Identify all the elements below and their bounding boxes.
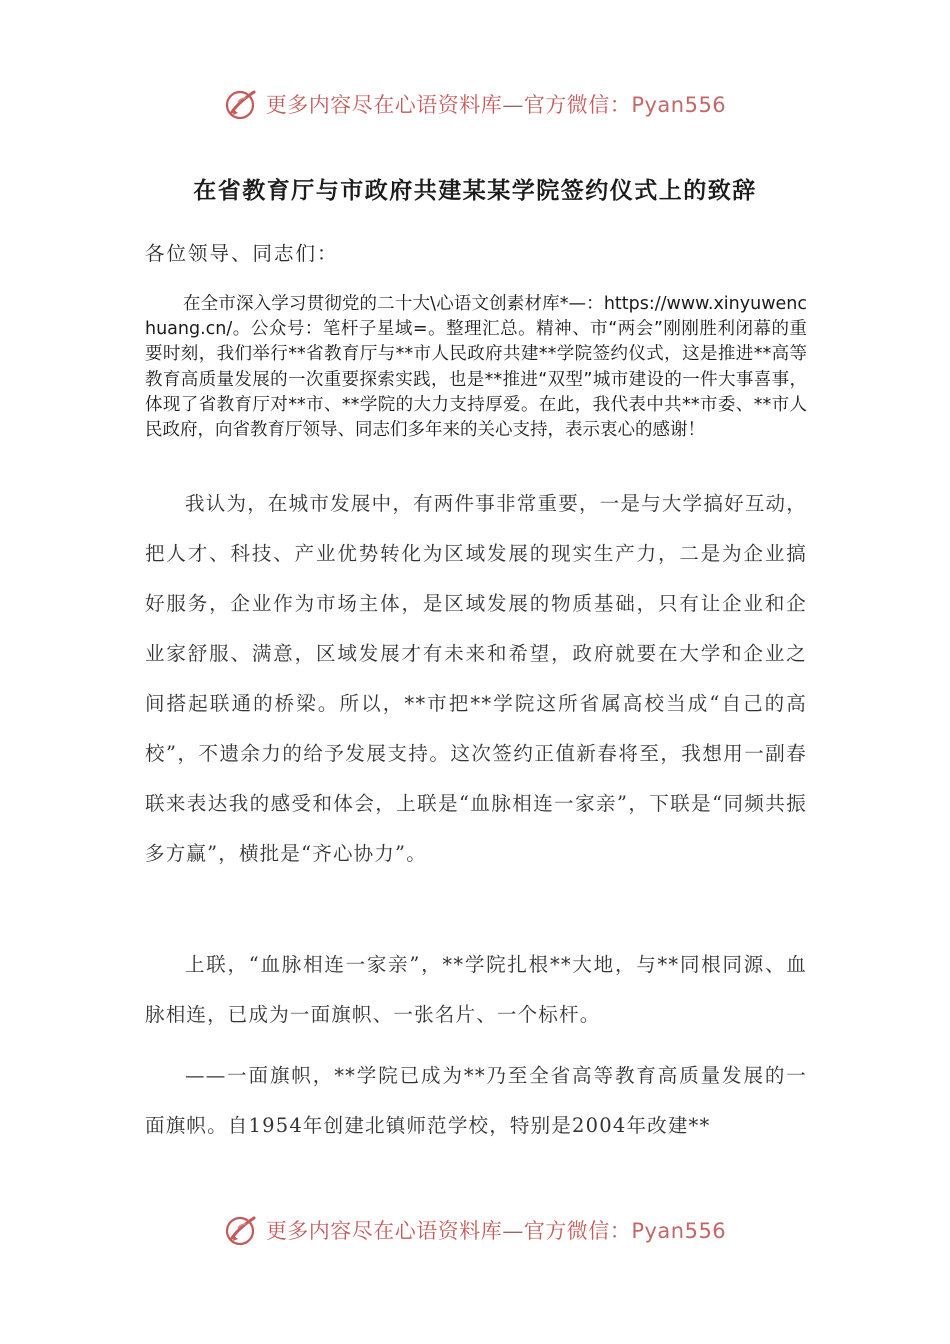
paragraph-block-couplet bbox=[145, 940, 807, 1040]
banner-main-text: 更多内容尽在心语资料库 bbox=[265, 1219, 503, 1243]
page-title: 在省教育厅与市政府共建某某学院签约仪式上的致辞 bbox=[193, 178, 757, 204]
banner-separator: — bbox=[502, 1219, 524, 1243]
pen-logo-icon bbox=[224, 1212, 260, 1248]
paragraph-opening: 在全市深入学习贯彻党的二十大\心语文创素材库*—：https://www.xinyuwenchuang.cn/。公众号：笔杆子星域=。整理汇总。精神、市“两会”刚刚胜利闭幕的重要时刻，我们举行**省教育厅与**市人民政府共建**学院签约仪式，这是推进**高等教育高质量发展的一次重要探索实践，也是**推进“双型”城市建设的一件大事喜事，体现了省教育厅对**市、**学院的大力支持厚爱。在此，我代表中共**市委、**市人民政府，向省教育厅领导、同志们多年来的关心支持，表示衷心的感谢！ bbox=[145, 294, 807, 441]
footer-watermark-banner bbox=[0, 1210, 950, 1250]
paragraph-block-main bbox=[145, 479, 807, 879]
header-watermark-banner bbox=[0, 84, 950, 124]
banner-separator: — bbox=[502, 93, 524, 117]
banner-wechat-id: Pyan556 bbox=[631, 93, 727, 117]
pen-logo-icon bbox=[224, 86, 260, 122]
banner-wechat-label: 官方微信： bbox=[523, 93, 632, 117]
paragraph-block-banner bbox=[145, 1051, 807, 1151]
salutation: 各位领导、同志们： bbox=[145, 242, 339, 265]
banner-wechat-id: Pyan556 bbox=[631, 1219, 727, 1243]
banner-wechat-label: 官方微信： bbox=[523, 1219, 632, 1243]
paragraph-flag: ——一面旗帜，**学院已成为**乃至全省高等教育高质量发展的一面旗帜。自1954年创建北镇师范学校，特别是2004年改建** bbox=[145, 1064, 807, 1137]
banner-text bbox=[266, 89, 726, 119]
paragraph-main: 我认为，在城市发展中，有两件事非常重要，一是与大学搞好互动，把人才、科技、产业优势转化为区域发展的现实生产力，二是为企业搞好服务，企业作为市场主体，是区域发展的物质基础，只有让企业和企业家舒服、满意，区域发展才有未来和希望，政府就要在大学和企业之间搭起联通的桥梁。所以，**市把**学院这所省属高校当成“自己的高校”，不遗余力的给予发展支持。这次签约正值新春将至，我想用一副春联来表达我的感受和体会，上联是“血脉相连一家亲”，下联是“同频共振多方赢”，横批是“齐心协力”。 bbox=[145, 492, 807, 865]
paragraph-couplet: 上联，“血脉相连一家亲”，**学院扎根**大地，与**同根同源、血脉相连，已成为一面旗帜、一张名片、一个标杆。 bbox=[145, 953, 807, 1026]
banner-text bbox=[266, 1215, 726, 1245]
banner-main-text: 更多内容尽在心语资料库 bbox=[265, 93, 503, 117]
